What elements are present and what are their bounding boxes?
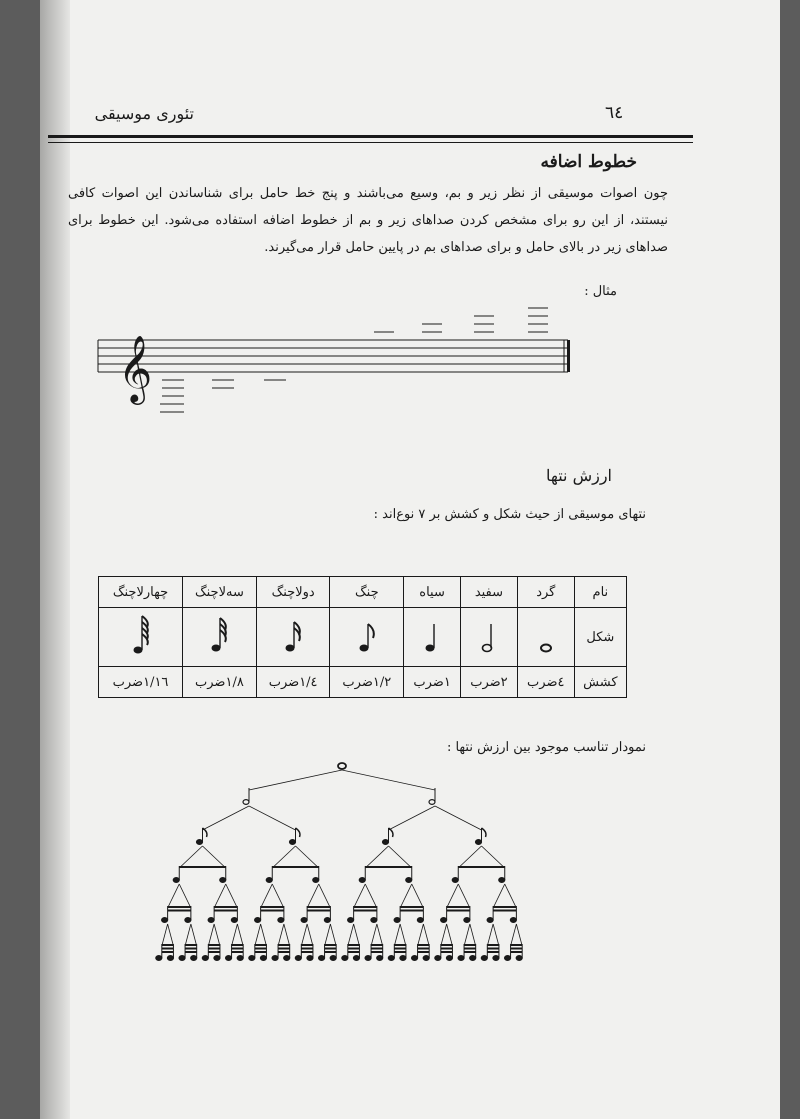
- note-tree-title: نمودار تناسب موجود بین ارزش نتها :: [446, 740, 646, 755]
- tree-branch: [348, 924, 354, 946]
- sixteenth-note-icon: [278, 610, 308, 660]
- tree-beam: [208, 948, 220, 950]
- tree-note-head-icon: [301, 918, 307, 923]
- tree-branch: [272, 884, 284, 908]
- tree-branch: [482, 846, 505, 868]
- tree-beam: [511, 948, 523, 950]
- tree-beam: [179, 866, 226, 868]
- tree-beam: [394, 948, 406, 950]
- tree-beam: [418, 948, 430, 950]
- tree-flag: [389, 828, 394, 837]
- tree-note-head-icon: [394, 918, 400, 923]
- tree-beam: [365, 866, 412, 868]
- tree-flag: [296, 828, 301, 837]
- tree-branch: [447, 884, 459, 908]
- tree-branch: [505, 884, 517, 908]
- tree-note-head-icon: [260, 956, 266, 961]
- tree-note-head-icon: [429, 800, 435, 805]
- staff-ledger-lines-example: [40, 310, 780, 430]
- tree-note-head-icon: [353, 956, 359, 961]
- tree-beam: [371, 951, 383, 953]
- tree-branch: [261, 924, 267, 946]
- tree-beam: [278, 951, 290, 953]
- note-values-heading: ارزش نتها: [545, 466, 612, 485]
- tree-branch: [389, 846, 412, 868]
- tree-note-head-icon: [237, 956, 243, 961]
- tree-beam: [232, 944, 244, 946]
- tree-beam: [441, 948, 453, 950]
- tree-beam: [232, 948, 244, 950]
- tree-note-head-icon: [458, 956, 464, 961]
- tree-beam: [255, 944, 267, 946]
- tree-note-head-icon: [510, 918, 516, 923]
- tree-beam: [464, 948, 476, 950]
- tree-note-head-icon: [231, 918, 237, 923]
- tree-beam: [255, 948, 267, 950]
- tree-beam: [394, 944, 406, 946]
- tree-beam: [400, 906, 423, 908]
- tree-branch: [493, 924, 499, 946]
- tree-note-head-icon: [412, 956, 418, 961]
- tree-note-head-icon: [290, 840, 296, 845]
- tree-branch: [365, 884, 377, 908]
- tree-branch: [296, 846, 319, 868]
- tree-note-head-icon: [243, 800, 249, 805]
- tree-beam: [371, 944, 383, 946]
- tree-beam: [441, 944, 453, 946]
- tree-branch: [487, 924, 493, 946]
- tree-branch: [301, 924, 307, 946]
- note-duration: ١/٢ضرب: [330, 667, 404, 698]
- tree-branch: [249, 770, 342, 790]
- tree-note-head-icon: [470, 956, 476, 961]
- tree-branch: [325, 924, 331, 946]
- row-label-duration: کشش: [574, 667, 626, 698]
- tree-beam: [162, 948, 174, 950]
- tree-note-head-icon: [255, 918, 261, 923]
- tree-beam: [301, 951, 313, 953]
- running-header-title: تئوری موسیقی: [94, 104, 194, 123]
- tree-beam: [185, 948, 197, 950]
- tree-branch: [441, 924, 447, 946]
- note-duration: ١/٤ضرب: [256, 667, 330, 698]
- tree-branch: [237, 924, 243, 946]
- tree-branch: [458, 846, 481, 868]
- tree-branch: [278, 924, 284, 946]
- tree-branch: [307, 924, 313, 946]
- tree-branch: [447, 924, 453, 946]
- tree-beam: [168, 910, 191, 912]
- eighth-note-icon: [352, 610, 382, 660]
- tree-branch: [226, 884, 238, 908]
- tree-note-head-icon: [441, 918, 447, 923]
- tree-note-head-icon: [406, 878, 412, 883]
- tree-beam: [348, 951, 360, 953]
- tree-flag: [482, 828, 487, 837]
- tree-note-head-icon: [499, 878, 505, 883]
- tree-note-head-icon: [278, 918, 284, 923]
- tree-branch: [394, 924, 400, 946]
- tree-flag: [203, 828, 208, 837]
- tree-beam: [185, 944, 197, 946]
- tree-note-head-icon: [487, 918, 493, 923]
- tree-branch: [179, 846, 202, 868]
- tree-beam: [354, 910, 377, 912]
- tree-branch: [516, 924, 522, 946]
- note-duration: ٢ضرب: [461, 667, 518, 698]
- note-duration: ١ضرب: [404, 667, 461, 698]
- tree-branch: [319, 884, 331, 908]
- tree-note-head-icon: [162, 918, 168, 923]
- tree-note-head-icon: [307, 956, 313, 961]
- tree-branch: [464, 924, 470, 946]
- tree-branch: [511, 924, 517, 946]
- tree-note-head-icon: [400, 956, 406, 961]
- quarter-note-icon: [417, 610, 447, 660]
- tree-beam: [208, 944, 220, 946]
- tree-note-head-icon: [342, 956, 348, 961]
- tree-beam: [418, 951, 430, 953]
- tree-note-head-icon: [476, 840, 482, 845]
- tree-note-head-icon: [226, 956, 232, 961]
- note-values-intro: نتهای موسیقی از حیث شکل و کشش بر ۷ نوع‌اند :: [373, 507, 646, 522]
- tree-branch: [203, 806, 250, 830]
- tree-beam: [325, 948, 337, 950]
- tree-branch: [458, 884, 470, 908]
- whole-note-icon: [531, 610, 561, 660]
- tree-branch: [168, 924, 174, 946]
- tree-beam: [278, 948, 290, 950]
- tree-branch: [185, 924, 191, 946]
- tree-note-head-icon: [272, 956, 278, 961]
- tree-note-head-icon: [284, 956, 290, 961]
- tree-beam: [493, 906, 516, 908]
- tree-beam: [301, 948, 313, 950]
- tree-beam: [511, 951, 523, 953]
- tree-beam: [441, 951, 453, 953]
- tree-beam: [447, 910, 470, 912]
- tree-beam: [307, 910, 330, 912]
- half-note-icon: [474, 610, 504, 660]
- tree-note-head-icon: [383, 840, 389, 845]
- tree-branch: [330, 924, 336, 946]
- tree-branch: [203, 846, 226, 868]
- note-duration: ١/٨ضرب: [183, 667, 257, 698]
- tree-beam: [348, 944, 360, 946]
- tree-note-head-icon: [197, 840, 203, 845]
- tree-branch: [435, 806, 482, 830]
- tree-note-head-icon: [505, 956, 511, 961]
- tree-beam: [301, 944, 313, 946]
- note-name: چنگ: [330, 577, 404, 608]
- tree-note-head-icon: [481, 956, 487, 961]
- tree-branch: [162, 924, 168, 946]
- tree-note-head-icon: [348, 918, 354, 923]
- tree-note-head-icon: [435, 956, 441, 961]
- tree-note-head-icon: [191, 956, 197, 961]
- tree-note-head-icon: [185, 918, 191, 923]
- tree-branch: [400, 924, 406, 946]
- tree-beam: [348, 948, 360, 950]
- tree-branch: [400, 884, 412, 908]
- tree-branch: [179, 884, 191, 908]
- tree-beam: [168, 906, 191, 908]
- tree-beam: [261, 906, 284, 908]
- note-name: سیاه: [404, 577, 461, 608]
- tree-note-head-icon: [417, 918, 423, 923]
- header-rule-thin: [48, 142, 693, 143]
- table-row: [99, 577, 627, 608]
- note-name: سفید: [461, 577, 518, 608]
- tree-branch: [342, 770, 435, 790]
- ledger-lines-heading: خطوط اضافه: [540, 152, 637, 172]
- tree-branch: [412, 884, 424, 908]
- tree-note-head-icon: [156, 956, 162, 961]
- tree-note-head-icon: [208, 918, 214, 923]
- sixty-fourth-note-icon: [126, 610, 156, 660]
- tree-branch: [470, 924, 476, 946]
- tree-branch: [418, 924, 424, 946]
- tree-note-head-icon: [516, 956, 522, 961]
- tree-beam: [232, 951, 244, 953]
- row-label-name: نام: [574, 577, 626, 608]
- ledger-lines-paragraph: چون اصوات موسیقی از نظر زیر و بم، وسیع می‌باشند و پنج خط حامل برای شناساندن این اصوات کافی نیستند، از این رو برای مشخص کردن صداهای زیر و بم از خطوط اضافه استفاده می‌شود. این خطوط برای صداهای زیر در بالای حامل و برای صداهای بم در پایین حامل قرار می‌گیرند.: [68, 186, 668, 255]
- tree-branch: [389, 806, 436, 830]
- tree-branch: [354, 884, 366, 908]
- tree-branch: [307, 884, 319, 908]
- book-page: [40, 0, 780, 1119]
- tree-note-head-icon: [330, 956, 336, 961]
- tree-note-head-icon: [359, 878, 365, 883]
- tree-beam: [272, 866, 319, 868]
- row-label-shape: شکل: [574, 608, 626, 667]
- tree-note-head-icon: [295, 956, 301, 961]
- treble-clef-icon: 𝄞: [118, 334, 153, 402]
- tree-note-head-icon: [313, 878, 319, 883]
- tree-note-head-icon: [452, 878, 458, 883]
- note-name: چهارلاچنگ: [99, 577, 183, 608]
- tree-branch: [214, 924, 220, 946]
- header-rule-thick: [48, 135, 693, 138]
- whole-note-icon: [338, 763, 346, 769]
- tree-beam: [447, 906, 470, 908]
- tree-branch: [208, 924, 214, 946]
- tree-note-head-icon: [464, 918, 470, 923]
- note-name: گرد: [517, 577, 574, 608]
- tree-note-head-icon: [388, 956, 394, 961]
- tree-beam: [278, 944, 290, 946]
- tree-branch: [232, 924, 238, 946]
- tree-note-head-icon: [220, 878, 226, 883]
- note-value-tree-diagram: [40, 758, 780, 978]
- tree-note-head-icon: [493, 956, 499, 961]
- tree-beam: [325, 951, 337, 953]
- tree-branch: [423, 924, 429, 946]
- example-label: مثال :: [584, 284, 617, 299]
- tree-branch: [191, 924, 197, 946]
- note-duration: ٤ضرب: [517, 667, 574, 698]
- tree-note-head-icon: [173, 878, 179, 883]
- tree-beam: [394, 951, 406, 953]
- tree-beam: [487, 948, 499, 950]
- tree-note-head-icon: [365, 956, 371, 961]
- tree-beam: [261, 910, 284, 912]
- table-row: [99, 667, 627, 698]
- note-duration: ١/١٦ضرب: [99, 667, 183, 698]
- tree-note-head-icon: [324, 918, 330, 923]
- tree-note-head-icon: [377, 956, 383, 961]
- tree-beam: [487, 951, 499, 953]
- tree-branch: [272, 846, 295, 868]
- tree-beam: [487, 944, 499, 946]
- tree-beam: [464, 951, 476, 953]
- note-name: دولاچنگ: [256, 577, 330, 608]
- thirty-second-note-icon: [204, 610, 234, 660]
- tree-beam: [493, 910, 516, 912]
- tree-beam: [255, 951, 267, 953]
- tree-branch: [354, 924, 360, 946]
- tree-note-head-icon: [179, 956, 185, 961]
- note-name: سه‌لاچنگ: [183, 577, 257, 608]
- tree-branch: [168, 884, 180, 908]
- tree-branch: [365, 846, 388, 868]
- tree-branch: [214, 884, 226, 908]
- tree-beam: [162, 944, 174, 946]
- tree-note-head-icon: [319, 956, 325, 961]
- tree-beam: [511, 944, 523, 946]
- tree-beam: [214, 910, 237, 912]
- tree-beam: [371, 948, 383, 950]
- tree-note-head-icon: [202, 956, 208, 961]
- tree-note-head-icon: [249, 956, 255, 961]
- tree-branch: [493, 884, 505, 908]
- tree-note-head-icon: [371, 918, 377, 923]
- tree-beam: [464, 944, 476, 946]
- tree-branch: [371, 924, 377, 946]
- note-values-table: [98, 576, 627, 698]
- tree-beam: [208, 951, 220, 953]
- tree-note-head-icon: [167, 956, 173, 961]
- tree-branch: [284, 924, 290, 946]
- tree-beam: [307, 906, 330, 908]
- tree-note-head-icon: [446, 956, 452, 961]
- tree-note-head-icon: [423, 956, 429, 961]
- tree-beam: [418, 944, 430, 946]
- tree-beam: [458, 866, 505, 868]
- tree-beam: [162, 951, 174, 953]
- tree-beam: [354, 906, 377, 908]
- tree-beam: [325, 944, 337, 946]
- tree-beam: [400, 910, 423, 912]
- tree-branch: [249, 806, 296, 830]
- tree-branch: [377, 924, 383, 946]
- tree-note-head-icon: [266, 878, 272, 883]
- page-number: ٦٤: [605, 103, 624, 123]
- tree-beam: [214, 906, 237, 908]
- tree-branch: [261, 884, 273, 908]
- tree-beam: [185, 951, 197, 953]
- table-row: [99, 608, 627, 667]
- tree-branch: [255, 924, 261, 946]
- tree-note-head-icon: [214, 956, 220, 961]
